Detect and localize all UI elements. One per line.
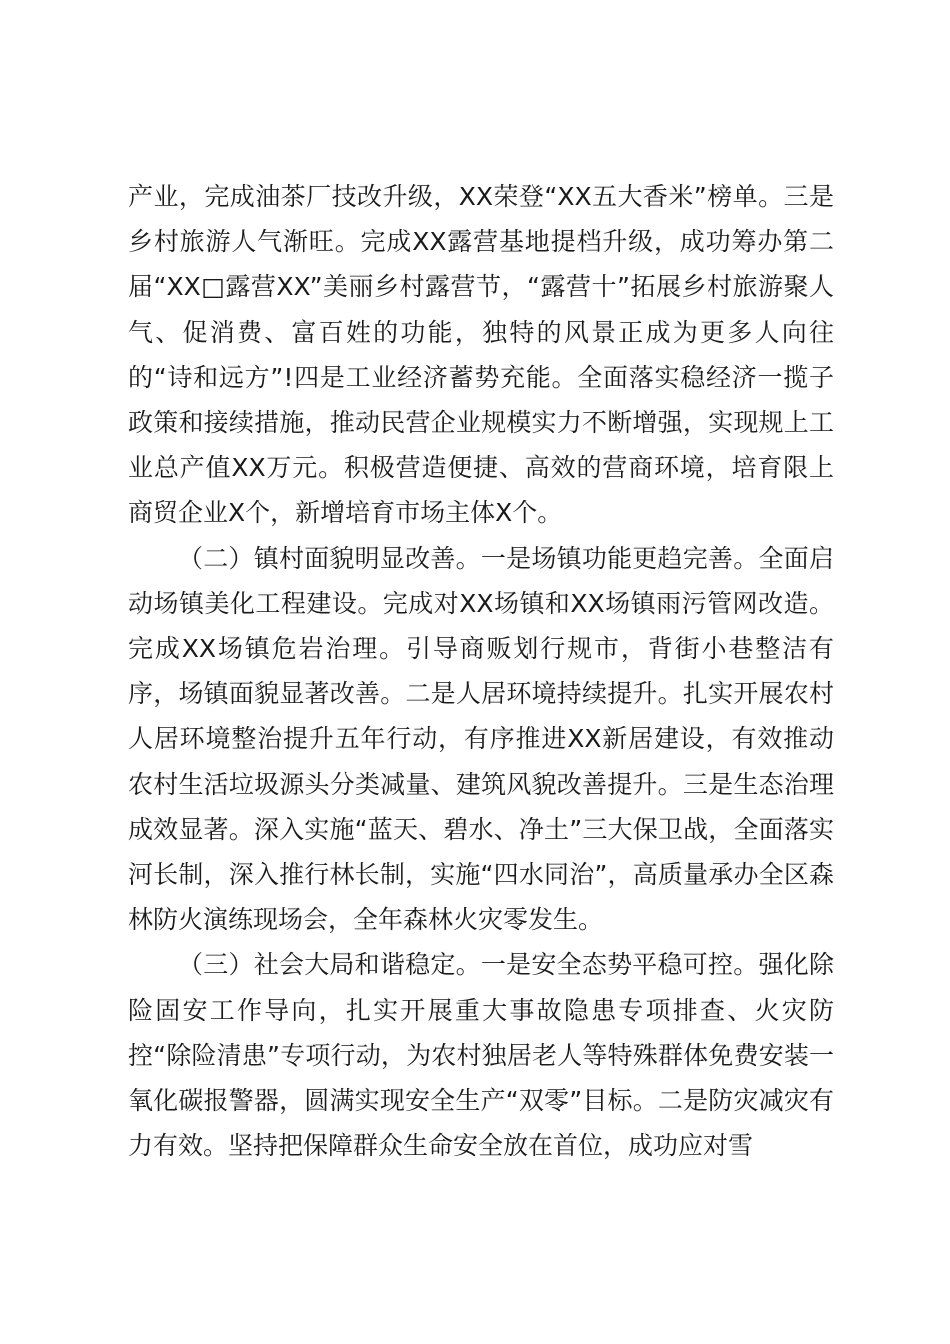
- paragraph-section-three: （三）社会大局和谐稳定。一是安全态势平稳可控。强化除险固安工作导向，扎实开展重大事故隐患专项排查、火灾防控“除险清患”专项行动，为农村独居老人等特殊群体免费安装一氧化碳报警器，圆满实现安全生产“双零”目标。二是防灾减灾有力有效。坚持把保障群众生命安全放在首位，成功应对雪: [128, 950, 834, 1161]
- document-body: [128, 174, 834, 1168]
- paragraph-section-two: （二）镇村面貌明显改善。一是场镇功能更趋完善。全面启动场镇美化工程建设。完成对XX场镇和XX场镇雨污管网改造。完成XX场镇危岩治理。引导商贩划行规市，背街小巷整洁有序，场镇面貌显著改善。二是人居环境持续提升。扎实开展农村人居环境整治提升五年行动，有序推进XX新居建设，有效推动农村生活垃圾源头分类减量、建筑风貌改善提升。三是生态治理成效显著。深入实施“蓝天、碧水、净土”三大保卫战，全面落实河长制，深入推行林长制，实施“四水同治”，高质量承办全区森林防火演练现场会，全年森林火灾零发生。: [128, 543, 834, 935]
- paragraph-continuation: 产业，完成油茶厂技改升级，XX荣登“XX五大香米”榜单。三是乡村旅游人气渐旺。完成XX露营基地提档升级，成功筹办第二届“XX□露营XX”美丽乡村露营节，“露营十”拓展乡村旅游聚人气、促消费、富百姓的功能，独特的风景正成为更多人向往的“诗和远方”!四是工业经济蓄势充能。全面落实稳经济一揽子政策和接续措施，推动民营企业规模实力不断增强，实现规上工业总产值XX万元。积极营造便捷、高效的营商环境，培育限上商贸企业X个，新增培育市场主体X个。: [128, 182, 834, 528]
